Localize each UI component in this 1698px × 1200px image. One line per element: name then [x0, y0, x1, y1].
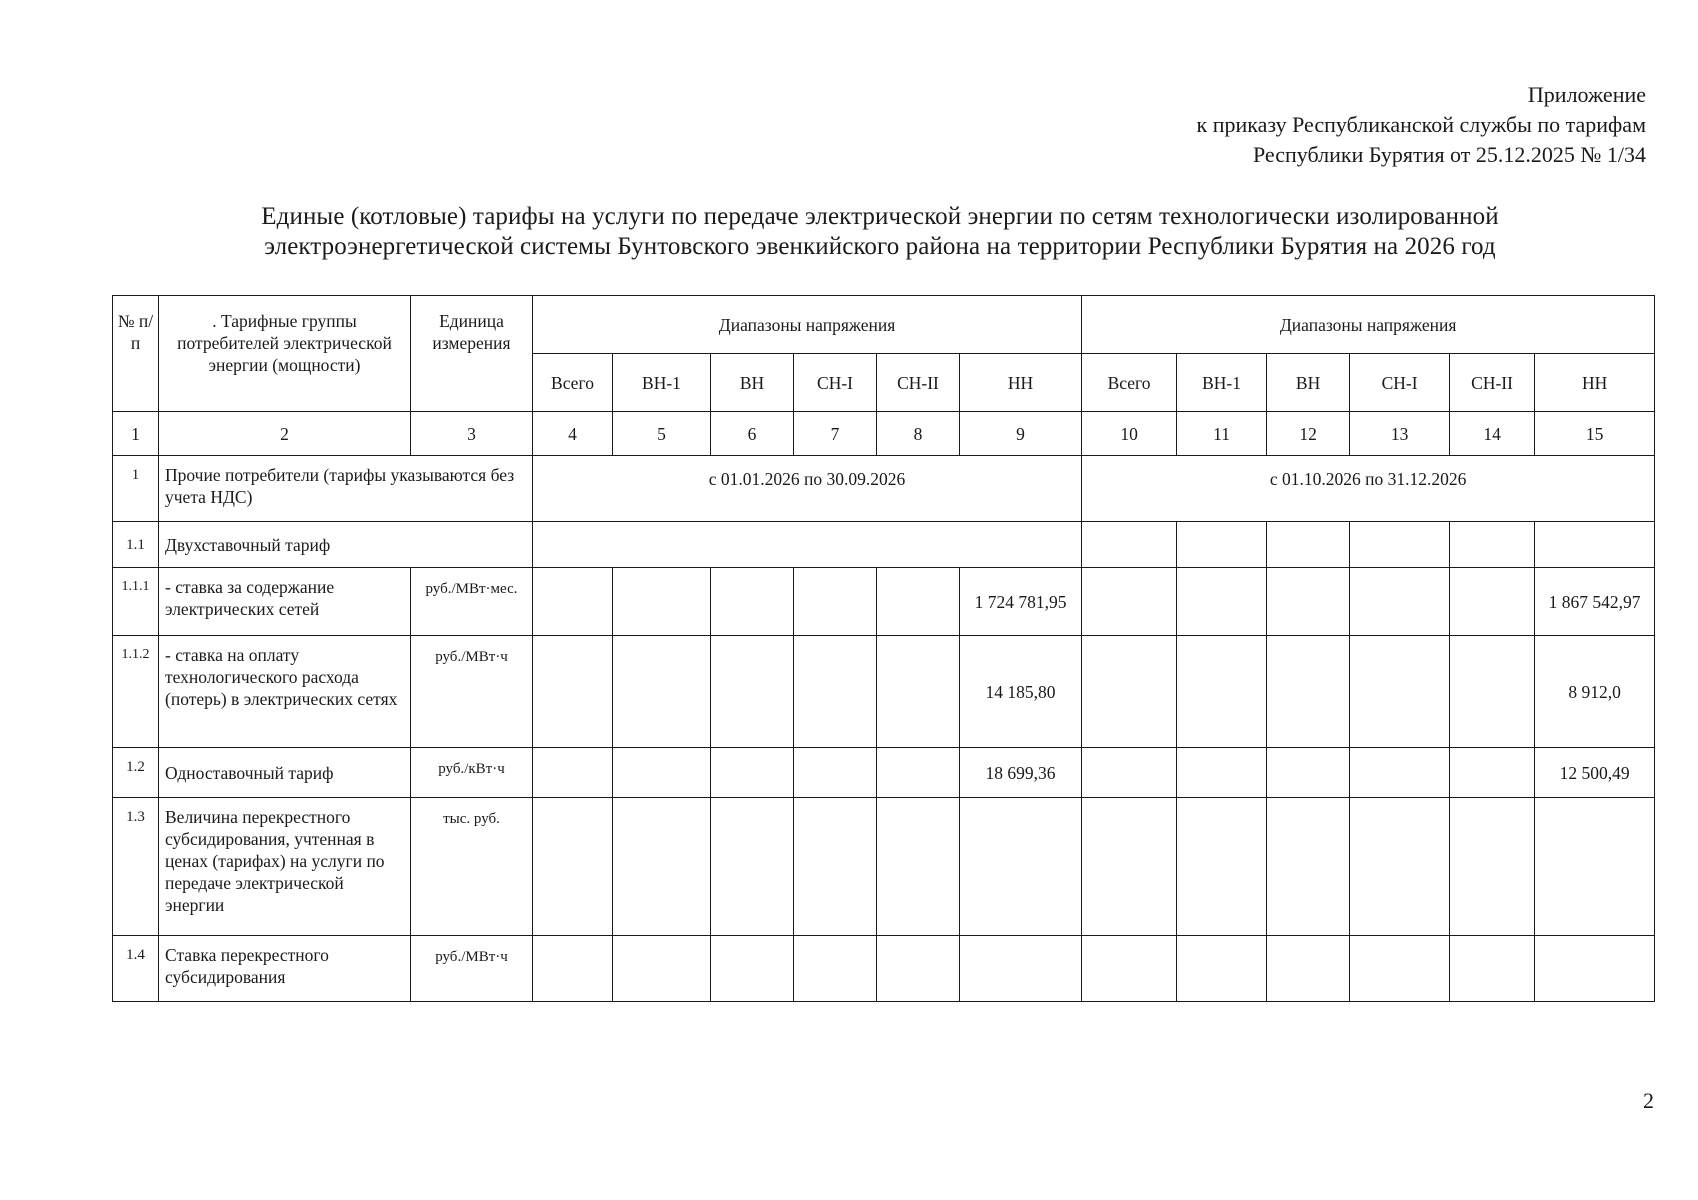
empty-cell: [1267, 568, 1350, 636]
column-number: 7: [794, 412, 877, 456]
appendix-order-ref: к приказу Республиканской службы по тарифам: [1196, 112, 1646, 137]
row-number: 1.1.2: [113, 636, 159, 748]
header-level-vn1-2: ВН-1: [1177, 354, 1267, 412]
empty-cell: [613, 936, 711, 1002]
table-row: [113, 456, 1655, 522]
row-number: 1.1.1: [113, 568, 159, 636]
empty-cell: [1450, 748, 1535, 798]
empty-cell: [711, 568, 794, 636]
empty-cell: [1450, 522, 1535, 568]
period-2-label: с 01.10.2026 по 31.12.2026: [1082, 456, 1655, 522]
empty-cell: [794, 936, 877, 1002]
empty-cell: [877, 568, 960, 636]
empty-cell: [711, 636, 794, 748]
column-number: 2: [159, 412, 411, 456]
value-nn-period-1: 14 185,80: [960, 636, 1082, 748]
empty-cell: [1350, 522, 1450, 568]
column-number: 10: [1082, 412, 1177, 456]
header-level-sn2-1: СН-II: [877, 354, 960, 412]
row-name: - ставка на оплату технологического расхода (потерь) в электрических сетях: [159, 636, 411, 748]
header-num: № п/п: [113, 296, 159, 412]
header-row-ranges: [113, 296, 1655, 354]
empty-cell: [877, 636, 960, 748]
document-title-line-1: Единые (котловые) тарифы на услуги по передаче электрической энергии по сетям технологически изолированной: [261, 203, 1499, 230]
row-name: Двухставочный тариф: [159, 522, 533, 568]
empty-cell: [1177, 636, 1267, 748]
empty-cell: [877, 748, 960, 798]
empty-cell: [1535, 522, 1655, 568]
empty-cell: [1350, 748, 1450, 798]
row-number: 1.3: [113, 798, 159, 936]
empty-cell: [1350, 936, 1450, 1002]
row-unit: руб./МВт·ч: [411, 636, 533, 748]
header-unit: Единица измерения: [411, 296, 533, 412]
appendix-header: [1197, 80, 1646, 170]
empty-cell: [613, 798, 711, 936]
empty-cell: [877, 798, 960, 936]
empty-cell: [1082, 636, 1177, 748]
empty-cell: [1450, 568, 1535, 636]
empty-cell: [1267, 522, 1350, 568]
empty-cell: [533, 522, 1082, 568]
row-unit: тыс. руб.: [411, 798, 533, 936]
document-title: [180, 202, 1580, 262]
empty-cell: [1350, 798, 1450, 936]
table-row: [113, 636, 1655, 748]
table-row: [113, 936, 1655, 1002]
header-range-period-2: Диапазоны напряжения: [1082, 296, 1655, 354]
column-number: 12: [1267, 412, 1350, 456]
empty-cell: [1082, 798, 1177, 936]
appendix-order-date: Республики Бурятия от 25.12.2025 № 1/34: [1252, 142, 1646, 167]
row-name: Величина перекрестного субсидирования, учтенная в ценах (тарифах) на услуги по передаче электрической энергии: [159, 798, 411, 936]
header-level-nn-2: НН: [1535, 354, 1655, 412]
value-nn-period-2: 12 500,49: [1535, 748, 1655, 798]
page-number: 2: [1643, 1088, 1654, 1113]
column-number: 9: [960, 412, 1082, 456]
row-number: 1: [113, 456, 159, 522]
empty-cell: [794, 798, 877, 936]
empty-cell: [613, 568, 711, 636]
header-groups: . Тарифные группы потребителей электрической энергии (мощности): [159, 296, 411, 412]
empty-cell: [1177, 936, 1267, 1002]
empty-cell: [1350, 568, 1450, 636]
empty-cell: [533, 936, 613, 1002]
empty-cell: [1082, 936, 1177, 1002]
header-level-vn-2: ВН: [1267, 354, 1350, 412]
empty-cell: [1082, 568, 1177, 636]
empty-cell: [711, 798, 794, 936]
empty-cell: [533, 568, 613, 636]
empty-cell: [1350, 636, 1450, 748]
row-unit: руб./МВт·мес.: [411, 568, 533, 636]
empty-cell: [794, 568, 877, 636]
empty-cell: [1177, 522, 1267, 568]
tariff-table: [112, 295, 1655, 1002]
empty-cell: [1267, 748, 1350, 798]
column-number: 11: [1177, 412, 1267, 456]
column-number: 15: [1535, 412, 1655, 456]
header-level-total-2: Всего: [1082, 354, 1177, 412]
header-level-sn1-2: СН-I: [1350, 354, 1450, 412]
empty-cell: [877, 936, 960, 1002]
row-number: 1.4: [113, 936, 159, 1002]
row-number: 1.1: [113, 522, 159, 568]
empty-cell: [1082, 748, 1177, 798]
row-number: 1.2: [113, 748, 159, 798]
row-name: Одноставочный тариф: [159, 748, 411, 798]
column-number: 14: [1450, 412, 1535, 456]
row-name: Ставка перекрестного субсидирования: [159, 936, 411, 1002]
document-title-line-2: электроэнергетической системы Бунтовского эвенкийского района на территории Республики Бурятия на 2026 год: [264, 233, 1496, 260]
value-nn-period-2: 1 867 542,97: [1535, 568, 1655, 636]
appendix-label: Приложение: [1527, 82, 1646, 107]
header-level-nn-1: НН: [960, 354, 1082, 412]
empty-cell: [1267, 636, 1350, 748]
empty-cell: [1177, 568, 1267, 636]
empty-cell: [613, 748, 711, 798]
header-range-period-1: Диапазоны напряжения: [533, 296, 1082, 354]
empty-cell: [960, 798, 1082, 936]
empty-cell: [1082, 522, 1177, 568]
header-level-vn1-1: ВН-1: [613, 354, 711, 412]
header-row-column-numbers: [113, 412, 1655, 456]
table-row: [113, 748, 1655, 798]
empty-cell: [711, 936, 794, 1002]
table-row: [113, 798, 1655, 936]
table-row: [113, 568, 1655, 636]
row-unit: руб./кВт·ч: [411, 748, 533, 798]
empty-cell: [1267, 936, 1350, 1002]
row-name: - ставка за содержание электрических сетей: [159, 568, 411, 636]
period-1-label: с 01.01.2026 по 30.09.2026: [533, 456, 1082, 522]
value-nn-period-1: 18 699,36: [960, 748, 1082, 798]
empty-cell: [1450, 636, 1535, 748]
header-level-sn1-1: СН-I: [794, 354, 877, 412]
empty-cell: [1450, 798, 1535, 936]
empty-cell: [1267, 798, 1350, 936]
column-number: 3: [411, 412, 533, 456]
empty-cell: [960, 936, 1082, 1002]
empty-cell: [613, 636, 711, 748]
row-unit: руб./МВт·ч: [411, 936, 533, 1002]
empty-cell: [794, 636, 877, 748]
empty-cell: [533, 798, 613, 936]
empty-cell: [1177, 748, 1267, 798]
empty-cell: [1450, 936, 1535, 1002]
header-level-sn2-2: СН-II: [1450, 354, 1535, 412]
empty-cell: [533, 636, 613, 748]
column-number: 13: [1350, 412, 1450, 456]
empty-cell: [794, 748, 877, 798]
value-nn-period-1: 1 724 781,95: [960, 568, 1082, 636]
column-number: 8: [877, 412, 960, 456]
empty-cell: [533, 748, 613, 798]
value-nn-period-2: 8 912,0: [1535, 636, 1655, 748]
column-number: 4: [533, 412, 613, 456]
header-level-total-1: Всего: [533, 354, 613, 412]
column-number: 6: [711, 412, 794, 456]
row-name: Прочие потребители (тарифы указываются без учета НДС): [159, 456, 533, 522]
header-level-vn-1: ВН: [711, 354, 794, 412]
empty-cell: [1177, 798, 1267, 936]
empty-cell: [1535, 798, 1655, 936]
column-number: 1: [113, 412, 159, 456]
column-number: 5: [613, 412, 711, 456]
empty-cell: [711, 748, 794, 798]
empty-cell: [1535, 936, 1655, 1002]
table-row: [113, 522, 1655, 568]
